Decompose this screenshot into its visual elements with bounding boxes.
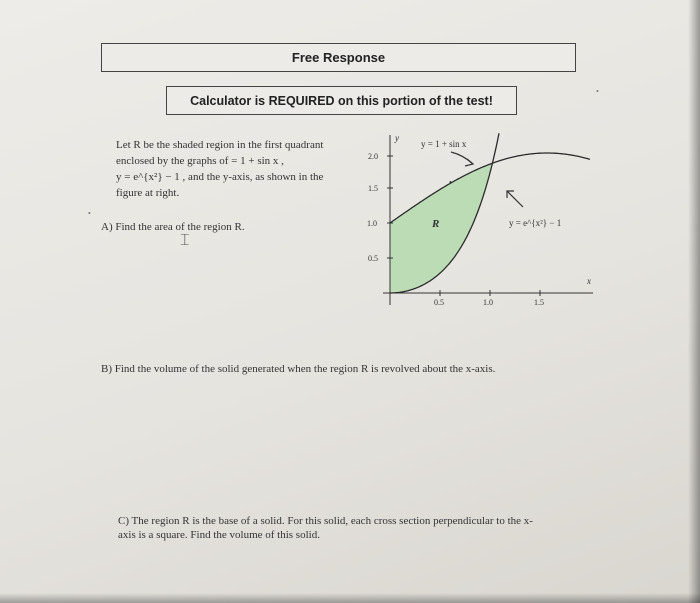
x-tick-label-1-0: 1.0 [483,298,493,307]
text-cursor-icon: ⌶ [180,230,190,249]
region-r-label: R [432,218,440,230]
photo-edge-shadow [688,0,700,603]
photo-edge-shadow [0,593,700,603]
intro-line-3: y = e^{x²} − 1 , and the y-axis, as shown in the [116,171,324,183]
calculator-note-box [166,86,517,115]
calculator-note: Calculator is REQUIRED on this portion of the test! [190,93,493,108]
x-tick-label-0-5: 0.5 [434,298,444,307]
stray-dot-mark: • [88,209,91,218]
arrowhead-icon [465,159,473,166]
intro-line-1: Let R be the shaded region in the first quadrant [116,139,324,151]
page-title: Free Response [291,50,386,65]
y-tick-label-0-5: 0.5 [368,254,378,263]
intro-line-4: figure at right. [116,187,180,199]
stray-dot-mark: • [596,87,599,96]
arrow-to-intersection-icon [507,191,523,207]
region-figure [343,125,603,310]
curve-1-label: y = 1 + sin x [421,139,467,149]
question-c: C) The region R is the base of a solid. For this solid, each cross section perpendicular to the x-axis is a square. Find the volume of this solid. [118,515,533,541]
shaded-region-r [390,163,493,293]
y-tick-label-2-0: 2.0 [368,152,378,161]
pencil-dot-mark: • [449,178,452,187]
arrow-to-curve-1-icon [451,152,473,164]
problem-intro [116,137,356,201]
y-tick-label-1-0: 1.0 [367,219,377,228]
page-title-box [101,43,576,72]
question-a: A) Find the area of the region R. [101,221,245,233]
x-tick-label-1-5: 1.5 [534,298,544,307]
curve-2-label: y = e^{x²} − 1 [509,218,562,228]
y-tick-label-1-5: 1.5 [368,184,378,193]
intro-line-2: enclosed by the graphs of = 1 + sin x , [116,155,284,167]
x-axis-label: x [587,276,591,286]
question-b: B) Find the volume of the solid generated when the region R is revolved about the x-axis. [101,363,496,375]
y-axis-label: y [395,133,399,143]
